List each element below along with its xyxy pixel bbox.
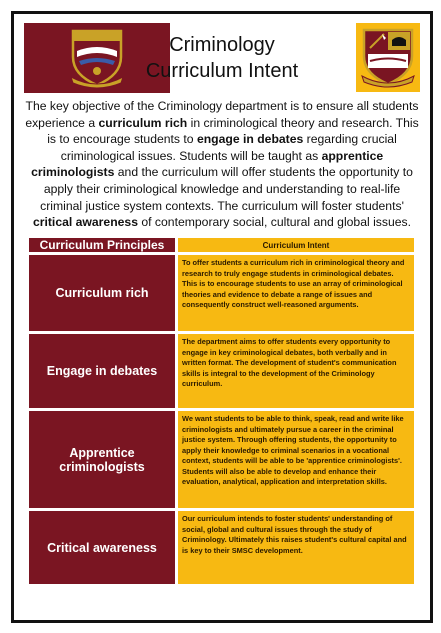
- intro-bold-apprentice-criminologists: apprentice criminologists: [31, 148, 384, 180]
- page-title: [94, 32, 350, 84]
- title-line-2: Curriculum Intent: [145, 60, 299, 82]
- principle-cell: Curriculum rich: [29, 255, 175, 331]
- header-curriculum-intent: Curriculum Intent: [178, 238, 414, 252]
- header-curriculum-principles: Curriculum Principles: [29, 238, 175, 252]
- intent-cell: The department aims to offer students every opportunity to engage in key criminological debates, both verbally and in written format. The development of student's communication skills is integral to the development of the Criminology curriculum.: [178, 334, 414, 408]
- intro-bold-engage-in-debates: engage in debates: [196, 132, 304, 147]
- intro-text-3: regarding crucial criminological issues. Students will be taught as: [60, 132, 397, 163]
- intro-text-5: of contemporary social, cultural and global issues.: [138, 215, 412, 230]
- table-row: [29, 511, 414, 584]
- page-frame: [11, 11, 433, 623]
- principle-cell: Engage in debates: [29, 334, 175, 408]
- intent-cell: Our curriculum intends to foster students' understanding of social, global and cultural issues through the study of Criminology. Ultimately this raises student's cultural capital and is key to their SMSC development.: [178, 511, 414, 584]
- table-row: [29, 255, 414, 331]
- principle-cell: Apprentice criminologists: [29, 411, 175, 508]
- table-row: [29, 334, 414, 408]
- intro-text-4: and the curriculum will offer students the opportunity to apply their criminological knowledge and understanding to real-life criminal justice system contexts. The curriculum will foster students': [40, 165, 413, 213]
- intro-text-1: The key objective of the Criminology department is to ensure all students experience a: [25, 99, 419, 130]
- school-crest-right-logo: [356, 23, 420, 92]
- intent-cell: To offer students a curriculum rich in criminological theory and research to truly engage students in criminological debates. This is to encourage students to use an array of criminological theories and evidence to debate a range of issues and consequently construct well-reasoned arguments.: [178, 255, 414, 331]
- title-line-1: Criminology: [169, 34, 275, 56]
- table-header-row: [29, 238, 414, 252]
- intro-paragraph: [22, 98, 422, 231]
- intro-bold-critical-awareness: critical awareness: [32, 215, 138, 230]
- intro-text-2: in criminological theory and research. This is to encourage students to: [47, 115, 419, 147]
- table-row: [29, 411, 414, 508]
- intro-bold-curriculum-rich: curriculum rich: [98, 115, 188, 130]
- principle-cell: Critical awareness: [29, 511, 175, 584]
- intent-cell: We want students to be able to think, speak, read and write like criminologists and ultimately pursue a career in the criminal justice system. Through offering students, the opportunity to apply their knowledge to criminal scenarios in a vocational context, students will be able to be 'apprentice criminologists'. Students will also be able to develop and enhance their evaluation, analytical, application and interpretation skills.: [178, 411, 414, 508]
- curriculum-table: [26, 235, 417, 587]
